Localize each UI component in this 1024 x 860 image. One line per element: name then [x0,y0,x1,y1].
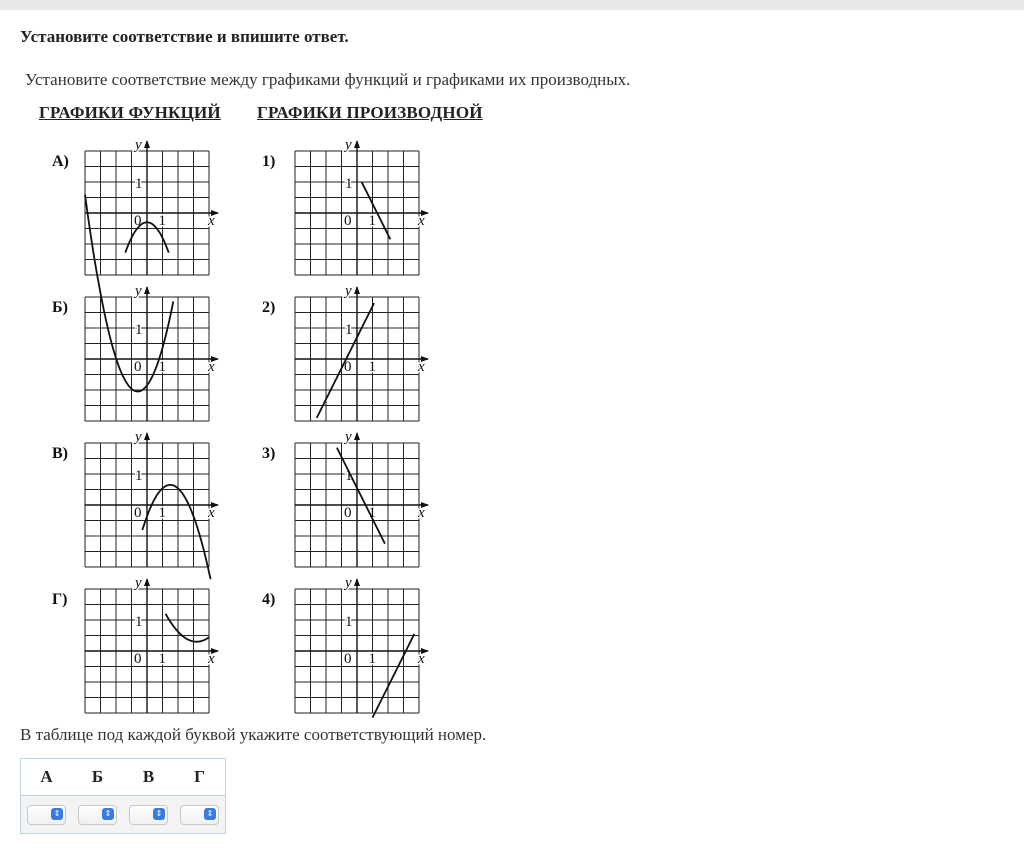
x-axis-label: x [208,359,215,375]
graph-4 [262,575,429,718]
graph-label: Б) [52,299,68,316]
y-axis-label: y [345,137,352,153]
y-unit-label: 1 [135,176,143,192]
graph-1 [262,137,429,275]
x-unit-label: 1 [368,651,376,667]
graph-v [52,429,219,579]
y-unit-label: 1 [345,322,353,338]
x-axis-label: x [418,505,425,521]
graph-curve [142,485,210,579]
x-axis-label: x [208,505,215,521]
answer-select-g[interactable] [180,805,219,825]
graph-a [52,137,219,275]
y-unit-label: 1 [135,468,143,484]
answer-header-g: Г [194,767,205,786]
x-axis-label: x [208,651,215,667]
graph-label: 3) [262,445,276,462]
answer-table [20,758,226,834]
answer-cell-a [21,796,73,834]
origin-label: 0 [134,213,142,229]
x-axis-label: x [418,651,425,667]
graph-curve [373,634,415,718]
task-statement: Установите соответствие между графиками функций и графиками их производных. [25,70,631,89]
answer-header-a: А [40,767,53,786]
y-unit-label: 1 [345,468,353,484]
updown-chevron-icon: ⇕ [153,808,165,820]
graph-3 [262,429,429,567]
answer-cell-v [123,796,174,834]
graph-label: 1) [262,153,276,170]
x-axis-label: x [418,359,425,375]
y-axis-label: y [135,575,142,591]
x-unit-label: 1 [368,505,376,521]
answer-header-v: В [142,767,155,786]
graph-label: А) [52,153,69,170]
graph-2 [262,283,429,421]
answer-cell-g [174,796,226,834]
y-axis-label: y [135,283,142,299]
origin-label: 0 [344,505,352,521]
y-axis-label: y [345,575,352,591]
x-axis-label: x [208,213,215,229]
origin-label: 0 [344,359,352,375]
y-axis-label: y [345,283,352,299]
updown-chevron-icon: ⇕ [51,808,63,820]
y-axis-arrow-icon [354,140,360,148]
y-unit-label: 1 [135,322,143,338]
x-unit-label: 1 [158,651,166,667]
origin-label: 0 [344,651,352,667]
answer-header-b: Б [91,767,104,786]
graph-label: 4) [262,591,276,608]
x-unit-label: 1 [368,359,376,375]
updown-chevron-icon: ⇕ [204,808,216,820]
y-axis-arrow-icon [144,432,150,440]
graph-curve [362,182,391,239]
graph-label: Г) [52,591,68,608]
graph-curve [317,303,374,418]
origin-label: 0 [344,213,352,229]
y-axis-arrow-icon [144,140,150,148]
graph-label: 2) [262,299,276,316]
y-unit-label: 1 [345,176,353,192]
graph-curve [166,614,209,642]
x-axis-label: x [418,213,425,229]
y-axis-arrow-icon [354,286,360,294]
x-unit-label: 1 [158,505,166,521]
answer-select-v[interactable] [129,805,168,825]
functions-column-header: ГРАФИКИ ФУНКЦИЙ [39,103,221,122]
updown-chevron-icon: ⇕ [102,808,114,820]
y-unit-label: 1 [135,614,143,630]
x-unit-label: 1 [158,359,166,375]
origin-label: 0 [134,651,142,667]
origin-label: 0 [134,359,142,375]
y-axis-arrow-icon [354,432,360,440]
answer-select-b[interactable] [78,805,117,825]
y-axis-label: y [135,429,142,445]
y-axis-arrow-icon [144,286,150,294]
x-unit-label: 1 [368,213,376,229]
graph-label: В) [52,445,68,462]
graph-g [52,575,219,713]
answer-cell-b [72,796,123,834]
y-axis-arrow-icon [354,578,360,586]
answer-instruction: В таблице под каждой буквой укажите соответствующий номер. [20,725,487,744]
y-axis-label: y [135,137,142,153]
graph-curve [337,448,385,544]
origin-label: 0 [134,505,142,521]
derivatives-column-header: ГРАФИКИ ПРОИЗВОДНОЙ [257,103,483,122]
task-title: Установите соответствие и впишите ответ. [20,27,349,46]
y-axis-arrow-icon [144,578,150,586]
y-axis-label: y [345,429,352,445]
y-unit-label: 1 [345,614,353,630]
answer-select-a[interactable] [27,805,66,825]
x-unit-label: 1 [158,213,166,229]
